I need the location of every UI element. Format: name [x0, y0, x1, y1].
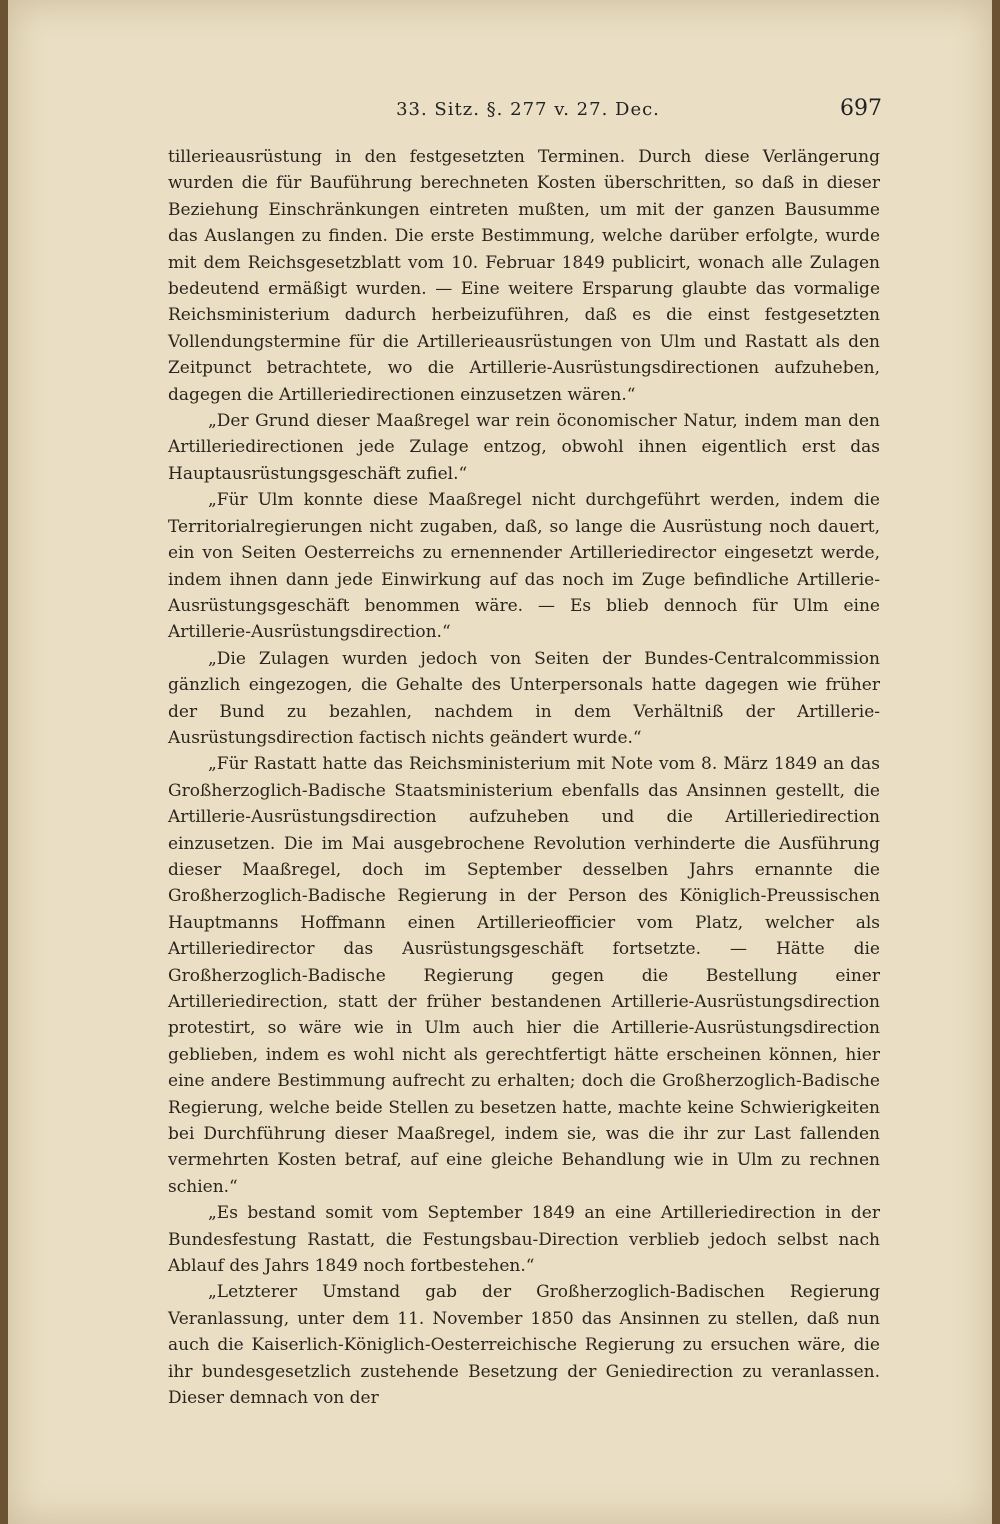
paragraph-3: „Für Ulm konnte diese Maaßregel nicht durchgeführt werden, indem die Territorialregierungen nicht zugaben, daß, so lange die Ausrüstung noch dauert, ein von Seiten Oesterreichs zu ernennender Artilleriedirector eingesetzt werde, indem ihnen dann jede Einwirkung auf das noch im Zuge befindliche Artillerie-Ausrüstungsgeschäft benommen wäre. — Es blieb dennoch für Ulm eine Artillerie-Ausrüstungsdirection.“ [168, 490, 880, 643]
page-header [168, 96, 888, 133]
paragraph-4: „Die Zulagen wurden jedoch von Seiten der Bundes-Centralcommission gänzlich eingezogen, die Gehalte des Unterpersonals hatte dagegen wie früher der Bund zu bezahlen, nachdem in dem Verhältniß der Artillerie-Ausrüstungsdirection factisch nichts geändert wurde.“ [168, 648, 880, 748]
paragraph-7: „Letzterer Umstand gab der Großherzoglich-Badischen Regierung Veranlassung, unter dem 11. November 1850 das Ansinnen zu stellen, daß nun auch die Kaiserlich-Königlich-Oesterreichische Regierung zu ersuchen wäre, die ihr bundesgesetzlich zustehende Besetzung der Geniedirection zu veranlassen. Dieser demnach von der [168, 1282, 880, 1409]
paragraph-1: tillerieausrüstung in den festgesetzten Terminen. Durch diese Verlängerung wurden die für Bauführung berechneten Kosten überschritten, so daß in dieser Beziehung Einschränkungen eintreten mußten, um mit der ganzen Bausumme das Auslangen zu finden. Die erste Bestimmung, welche darüber erfolgte, wurde mit dem Reichsgesetzblatt vom 10. Februar 1849 publicirt, wonach alle Zulagen bedeutend ermäßigt wurden. — Eine weitere Ersparung glaubte das vormalige Reichsministerium dadurch herbeizuführen, daß es die einst festgesetzten Vollendungstermine für die Artillerieausrüstungen von Ulm und Rastatt als den Zeitpunct betrachtete, wo die Artillerie-Ausrüstungsdirectionen aufzuheben, dagegen die Artilleriedirectionen einzusetzen wären.“ [168, 147, 880, 405]
book-page [8, 0, 992, 1524]
running-head: 33. Sitz. §. 277 v. 27. Dec. [396, 99, 660, 120]
paragraph-6: „Es bestand somit vom September 1849 an eine Artilleriedirection in der Bundesfestung Rastatt, die Festungsbau-Direction verblieb jedoch selbst nach Ablauf des Jahrs 1849 noch fortbestehen.“ [168, 1203, 880, 1277]
page-number: 697 [840, 96, 882, 121]
body-text [168, 144, 880, 1412]
paragraph-5: „Für Rastatt hatte das Reichsministerium mit Note vom 8. März 1849 an das Großherzoglich-Badische Staatsministerium ebenfalls das Ansinnen gestellt, die Artillerie-Ausrüstungsdirection aufzuheben und die Artilleriedirection einzusetzen. Die im Mai ausgebrochene Revolution verhinderte die Ausführung dieser Maaßregel, doch im September desselben Jahrs ernannte die Großherzoglich-Badische Regierung in der Person des Königlich-Preussischen Hauptmanns Hoffmann einen Artillerieofficier vom Platz, welcher als Artilleriedirector das Ausrüstungsgeschäft fortsetzte. — Hätte die Großherzoglich-Badische Regierung gegen die Bestellung einer Artilleriedirection, statt der früher bestandenen Artillerie-Ausrüstungsdirection protestirt, so wäre wie in Ulm auch hier die Artillerie-Ausrüstungsdirection geblieben, indem es wohl nicht als gerechtfertigt hätte erscheinen können, hier eine andere Bestimmung aufrecht zu erhalten; doch die Großherzoglich-Badische Regierung, welche beide Stellen zu besetzen hatte, machte keine Schwierigkeiten bei Durchführung dieser Maaßregel, indem sie, was die ihr zur Last fallenden vermehrten Kosten betraf, auf eine gleiche Behandlung wie in Ulm zu rechnen schien.“ [168, 754, 880, 1197]
paragraph-2: „Der Grund dieser Maaßregel war rein öconomischer Natur, indem man den Artilleriedirectionen jede Zulage entzog, obwohl ihnen eigentlich erst das Hauptausrüstungsgeschäft zufiel.“ [168, 411, 880, 484]
